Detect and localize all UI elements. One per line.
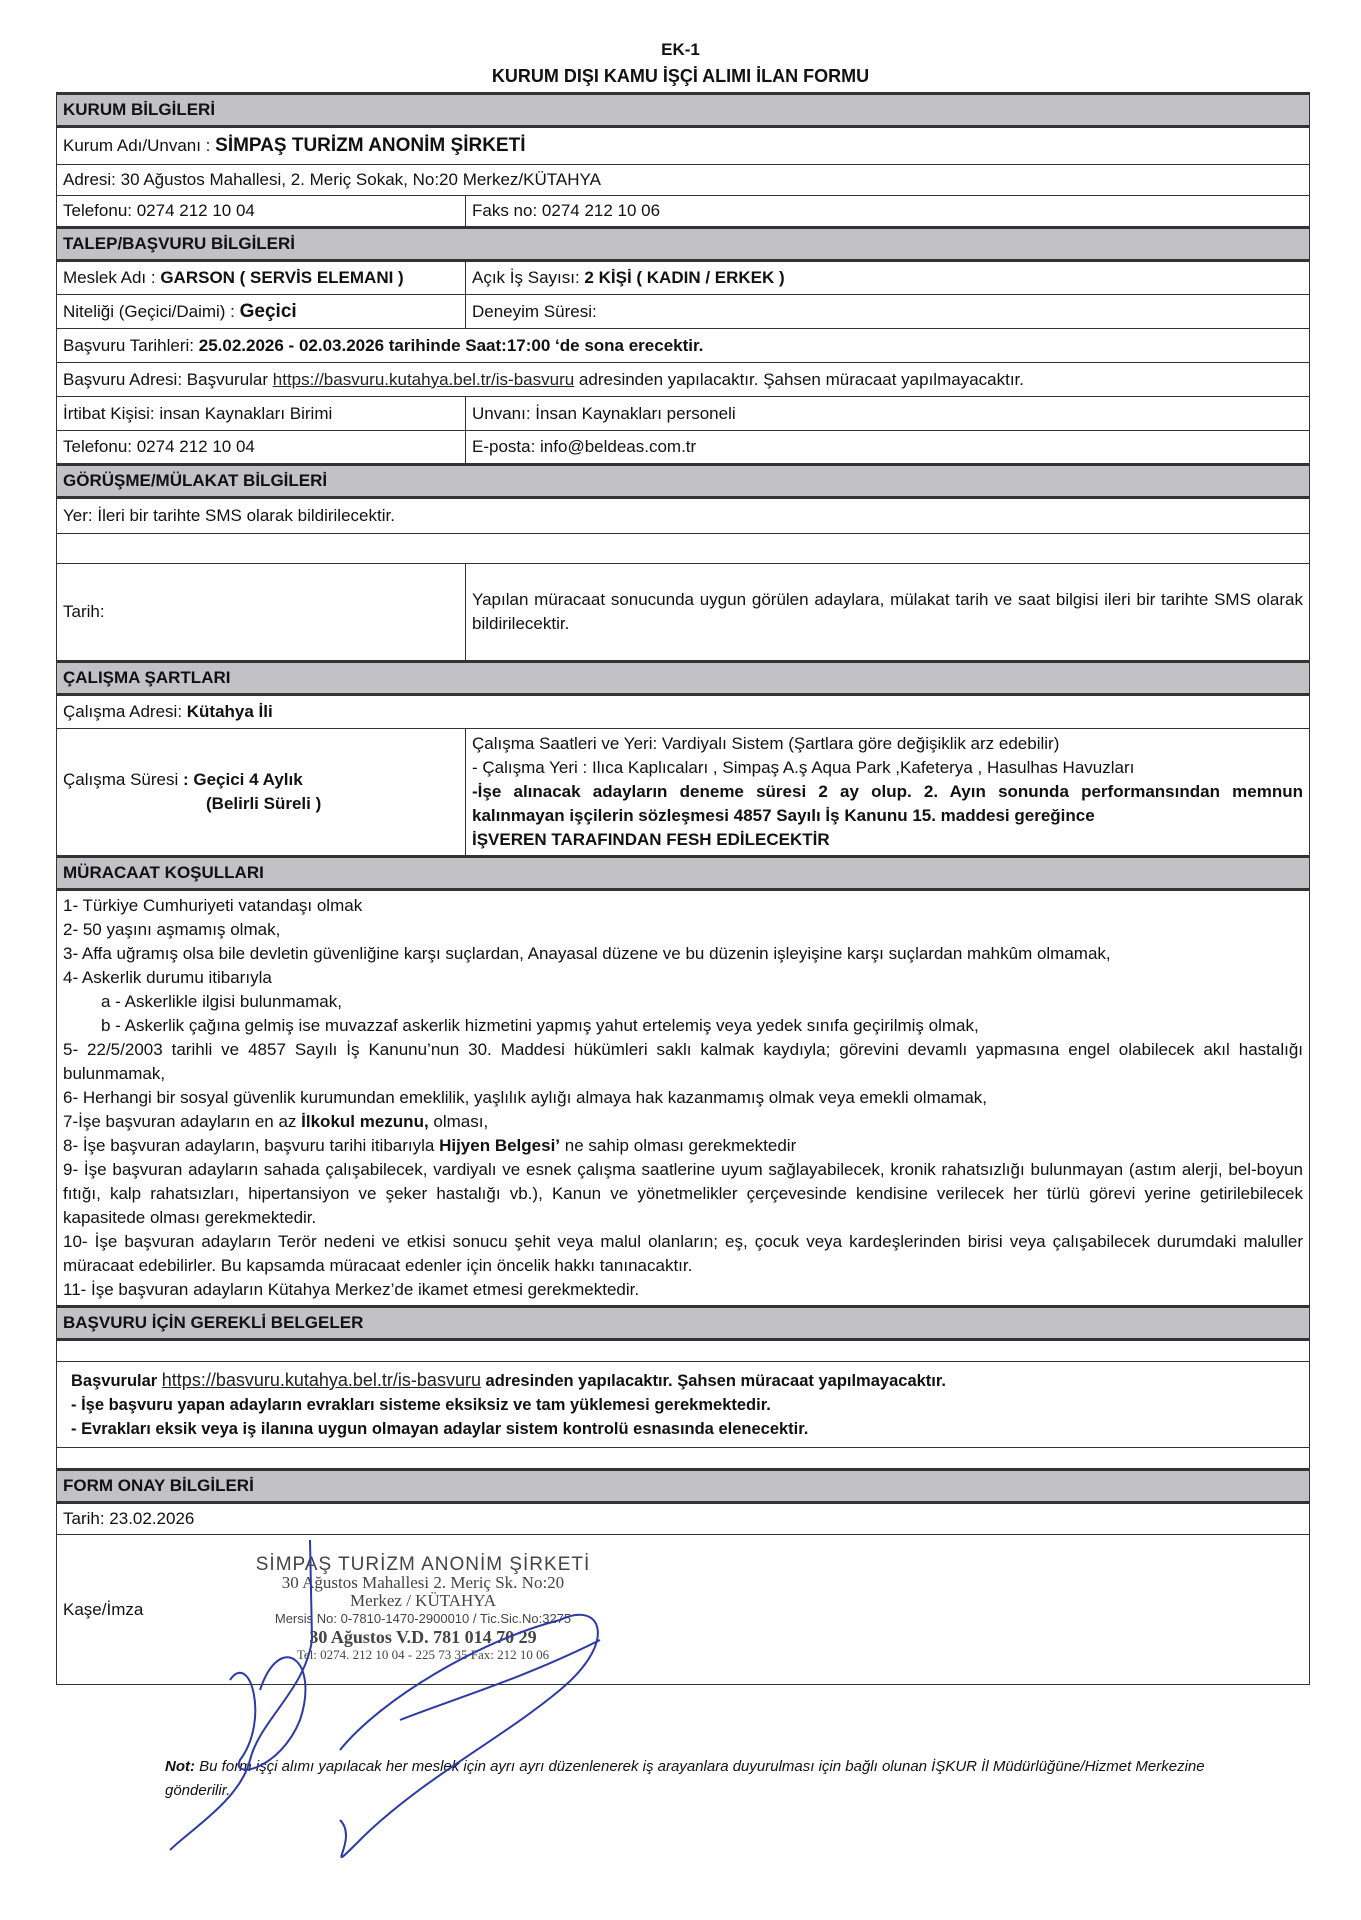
condition-item: 5- 22/5/2003 tarihli ve 4857 Sayılı İş Kanunu’nun 30. Maddesi hükümleri saklı kalmak kaydıyla; görevini devamlı yapmasına engel olabilecek akıl hastalığı bulunmamak, xyxy=(63,1040,1303,1083)
condition-subitem: a - Askerlikle ilgisi bulunmamak, xyxy=(101,992,342,1011)
announcement-form-table xyxy=(56,92,1310,1685)
section-kurum-bilgileri: KURUM BİLGİLERİ xyxy=(57,94,1310,127)
empty-row xyxy=(57,1448,1310,1470)
condition-7-bold: İlkokul mezunu, xyxy=(301,1112,429,1131)
calisma-suresi-belirli: (Belirli Süreli ) xyxy=(206,794,322,813)
belgeler-line1-pre: Başvurular xyxy=(71,1372,162,1390)
nitelik-value: Geçici xyxy=(239,300,297,322)
acik-is-cell xyxy=(466,261,1310,295)
acik-is-value: 2 KİŞİ ( KADIN / ERKEK ) xyxy=(584,268,785,287)
acik-is-label: Açık İş Sayısı: xyxy=(472,268,585,287)
calisma-detay-cell xyxy=(466,729,1310,857)
section-gorusme-bilgileri: GÖRÜŞME/MÜLAKAT BİLGİLERİ xyxy=(57,465,1310,498)
condition-item xyxy=(63,1110,1303,1134)
condition-7-post: olması, xyxy=(428,1112,489,1131)
stamp-city: Merkez / KÜTAHYA xyxy=(350,1590,496,1610)
gorusme-tarih-value: Yapılan müracaat sonucunda uygun görülen adaylara, mülakat tarih ve saat bilgisi ileri bir tarihte SMS olarak bildirilecektir. xyxy=(466,564,1310,662)
footer-note xyxy=(165,1755,1245,1803)
condition-item xyxy=(63,1134,1303,1158)
application-link[interactable]: https://basvuru.kutahya.bel.tr/is-basvuru xyxy=(272,369,575,389)
nitelik-label: Niteliği (Geçici/Daimi) : xyxy=(63,301,240,321)
condition-item: 1- Türkiye Cumhuriyeti vatandaşı olmak xyxy=(63,896,363,915)
meslek-cell xyxy=(57,261,466,295)
empty-row xyxy=(57,534,1310,564)
calisma-adres-value: Kütahya İli xyxy=(186,702,273,721)
note-label: Not: xyxy=(165,1758,195,1775)
basvuru-adres-label: Başvuru Adresi: Başvurular xyxy=(63,369,273,389)
basvuru-adresi xyxy=(57,363,1310,397)
note-text: Bu form işçi alımı yapılacak her meslek için ayrı ayrı düzenlenerek iş arayanlara duyurulması için bağlı olunan İŞKUR İl Müdürlüğüne/Hizmet Merkezine gönderilir. xyxy=(165,1758,1205,1799)
condition-item: 3- Affa uğramış olsa bile devletin güvenliğine karşı suçlardan, Anayasal düzene ve bu düzenin işleyişine karşı suçlardan mahkûm olmamak, xyxy=(63,944,1111,963)
basvuru-tarihleri xyxy=(57,329,1310,363)
belgeler-line3: - Evrakları eksik veya iş ilanına uygun olmayan adaylar sistem kontrolü esnasında elenecektir. xyxy=(71,1420,809,1438)
section-muracaat-kosullari: MÜRACAAT KOŞULLARI xyxy=(57,857,1310,890)
empty-row xyxy=(57,1340,1310,1362)
condition-item: 2- 50 yaşını aşmamış olmak, xyxy=(63,920,281,939)
stamp-mersis: Mersis No: 0-7810-1470-2900010 / Tic.Sic.No:3275 xyxy=(274,1610,572,1626)
section-form-onay: FORM ONAY BİLGİLERİ xyxy=(57,1470,1310,1503)
stamp-company-name: SİMPAŞ TURİZM ANONİM ŞİRKETİ xyxy=(255,1553,591,1575)
kurum-fax: Faks no: 0274 212 10 06 xyxy=(466,196,1310,228)
condition-7-pre: 7-İşe başvuran adayların en az xyxy=(63,1112,302,1131)
muracaat-list xyxy=(57,890,1310,1307)
gorusme-yer: Yer: İleri bir tarihte SMS olarak bildirilecektir. xyxy=(57,498,1310,534)
irtibat-kisisi: İrtibat Kişisi: insan Kaynakları Birimi xyxy=(57,397,466,431)
kase-imza-label: Kaşe/İmza xyxy=(63,1599,144,1619)
meslek-label: Meslek Adı : xyxy=(63,268,161,287)
condition-item: 9- İşe başvuran adayların sahada çalışabilecek, vardiyalı ve esnek çalışma saatlerine uyum sağlayabilecek, kronik rahatsızlığı bulunmayan (astım alerji, bel-boyun fıtığı, kalp rahatsızları, hipertansiyon ve şeker hastalığı vb.), Kanun ve yönetmelikler çerçevesinde kendisine verilecek her türlü görevi yerine getirilebilecek kapasitede olması gerekmektedir. xyxy=(63,1160,1303,1227)
calisma-adres-label: Çalışma Adresi: xyxy=(63,702,187,721)
basvuru-tarih-label: Başvuru Tarihleri: xyxy=(63,335,199,355)
annex-label: EK-1 xyxy=(661,40,700,59)
irtibat-unvan: Unvanı: İnsan Kaynakları personeli xyxy=(466,397,1310,431)
stamp-tax: 30 Ağustos V.D. 781 014 70 29 xyxy=(309,1626,537,1647)
kurum-name-value: SİMPAŞ TURİZM ANONİM ŞİRKETİ xyxy=(215,135,526,156)
condition-8-post: ne sahip olması gerekmektedir xyxy=(560,1136,797,1155)
condition-item: 11- İşe başvuran adayların Kütahya Merkez’de ikamet etmesi gerekmektedir. xyxy=(63,1280,640,1299)
stamp-address: 30 Ağustos Mahallesi 2. Meriç Sk. No:20 xyxy=(281,1572,565,1592)
condition-8-pre: 8- İşe başvuran adayların, başvuru tarihi itibarıyla xyxy=(63,1136,440,1155)
calisma-saatleri: Çalışma Saatleri ve Yeri: Vardiyalı Sistem (Şartlara göre değişiklik arz edebilir) xyxy=(472,734,1060,753)
kurum-name-label: Kurum Adı/Unvanı : xyxy=(63,136,216,155)
nitelik-cell xyxy=(57,295,466,329)
kurum-address: Adresi: 30 Ağustos Mahallesi, 2. Meriç Sokak, No:20 Merkez/KÜTAHYA xyxy=(57,165,1310,196)
onay-tarih: Tarih: 23.02.2026 xyxy=(57,1503,1310,1535)
calisma-adresi xyxy=(57,695,1310,729)
stamp-contact: Tel: 0274. 212 10 04 - 225 73 35 Fax: 212 10 06 xyxy=(296,1646,550,1662)
condition-item: 10- İşe başvuran adayların Terör nedeni ve etkisi sonucu şehit veya malul olanların; eş, çocuk veya kardeşlerinden birisi veya çalışabilecek durumdaki maluller müracaat edebilirler. Bu kapsamda müracaat edenler için öncelik hakkı tanınacaktır. xyxy=(63,1232,1303,1275)
deneme-suresi-text: -İşe alınacak adayların deneme süresi 2 ay olup. 2. Ayın sonunda performansından memnun kalınmayan işçilerin sözleşmesi 4857 Sayılı İş Kanunu 15. maddesi gereğince xyxy=(472,782,1303,825)
irtibat-eposta: E-posta: info@beldeas.com.tr xyxy=(466,431,1310,465)
kase-imza-cell xyxy=(57,1535,1310,1685)
meslek-value: GARSON ( SERVİS ELEMANI ) xyxy=(160,268,404,287)
fesih-text: İŞVEREN TARAFINDAN FESH EDİLECEKTİR xyxy=(472,830,830,849)
deneyim-cell: Deneyim Süresi: xyxy=(466,295,1310,329)
basvuru-tarih-value: 25.02.2026 - 02.03.2026 tarihinde Saat:17:00 ‘de sona erecektir. xyxy=(198,335,704,355)
belgeler-content xyxy=(57,1362,1310,1448)
company-stamp xyxy=(213,1553,633,1664)
calisma-suresi-cell xyxy=(57,729,466,857)
condition-8-bold: Hijyen Belgesi’ xyxy=(439,1136,561,1155)
section-talep-bilgileri: TALEP/BAŞVURU BİLGİLERİ xyxy=(57,228,1310,261)
belgeler-line2: - İşe başvuru yapan adayların evrakları sisteme eksiksiz ve tam yüklemesi gerekmektedir. xyxy=(71,1396,771,1414)
kurum-name-row xyxy=(57,127,1310,165)
condition-item: 4- Askerlik durumu itibarıyla xyxy=(63,968,272,987)
belgeler-line1-post: adresinden yapılacaktır. Şahsen müracaat yapılmayacaktır. xyxy=(480,1372,946,1390)
form-title: KURUM DIŞI KAMU İŞÇİ ALIMI İLAN FORMU xyxy=(491,66,870,86)
calisma-suresi-label: Çalışma Süresi xyxy=(63,770,183,789)
gorusme-tarih-label: Tarih: xyxy=(57,564,466,662)
condition-item: 6- Herhangi bir sosyal güvenlik kurumundan emeklilik, yaşlılık aylığı almaya hak kazanmamış olmak veya emekli olmamak, xyxy=(63,1088,988,1107)
calisma-suresi-value: : Geçici 4 Aylık xyxy=(182,770,303,789)
section-calisma-sartlari: ÇALIŞMA ŞARTLARI xyxy=(57,662,1310,695)
irtibat-telefon: Telefonu: 0274 212 10 04 xyxy=(57,431,466,465)
basvuru-adres-suffix: adresinden yapılacaktır. Şahsen müracaat yapılmayacaktır. xyxy=(574,369,1024,389)
condition-subitem: b - Askerlik çağına gelmiş ise muvazzaf askerlik hizmetini yapmış yahut ertelemiş veya yedek sınıfa geçirilmiş olmak, xyxy=(101,1016,979,1035)
calisma-yeri: - Çalışma Yeri : Ilıca Kaplıcaları , Simpaş A.ş Aqua Park ,Kafeterya , Hasulhas Havuzları xyxy=(472,758,1135,777)
section-gerekli-belgeler: BAŞVURU İÇİN GEREKLİ BELGELER xyxy=(57,1307,1310,1340)
kurum-phone: Telefonu: 0274 212 10 04 xyxy=(57,196,466,228)
belgeler-application-link[interactable]: https://basvuru.kutahya.bel.tr/is-basvuru xyxy=(161,1370,481,1390)
